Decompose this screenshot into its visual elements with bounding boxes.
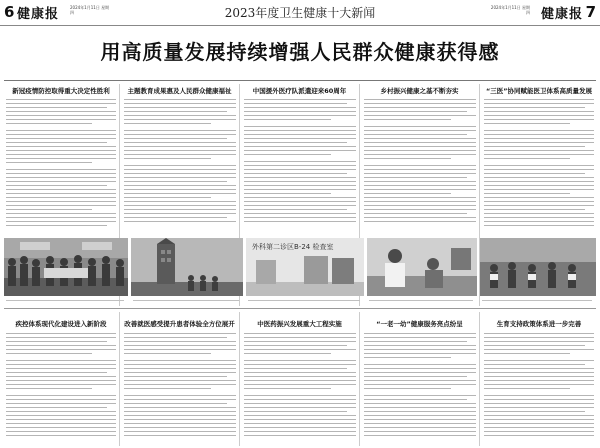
- article-body: [244, 99, 356, 233]
- article-body: [484, 333, 594, 445]
- article-title: 乡村振兴健康之基不断夯实: [380, 87, 459, 95]
- medical-exam-photo: [367, 238, 477, 296]
- column-divider: [239, 312, 240, 446]
- article-title: “三医”协同赋能医卫体系高质量发展: [485, 87, 593, 95]
- photo-caption: [133, 300, 239, 301]
- left-brand-name: 健康报: [17, 7, 60, 22]
- page-headline: 用高质量发展持续增强人民群众健康获得感: [100, 40, 500, 64]
- article-body: [124, 333, 236, 445]
- column-divider: [479, 312, 480, 446]
- article-body: [364, 333, 476, 445]
- article-body: [364, 99, 476, 233]
- article-title: 生育支持政策体系进一步完善: [496, 320, 582, 328]
- headline-divider: [4, 80, 596, 81]
- article-body: [6, 99, 116, 233]
- photo-caption: [248, 300, 360, 301]
- hospital-corridor-photo: [246, 238, 364, 296]
- left-date-line: 2024年1月11日 星期四: [70, 5, 110, 15]
- photo-caption: [482, 300, 592, 301]
- article-body: [6, 333, 116, 445]
- masthead: [0, 0, 600, 26]
- article-title: 疾控体系现代化建设进入新阶段: [15, 320, 107, 328]
- section-divider: [4, 308, 596, 309]
- column-divider: [359, 312, 360, 446]
- right-date-line: 2024年1月11日 星期四: [490, 5, 530, 15]
- corridor-sign-text: 外科第二诊区B-24 检查室: [252, 243, 334, 251]
- article-body: [244, 333, 356, 445]
- left-page-number: 6: [4, 3, 15, 21]
- article-title: 改善就医感受提升患者体验全方位展开: [124, 320, 235, 328]
- article-title: 中医药振兴发展重大工程实施: [257, 320, 342, 328]
- article-body: [124, 99, 236, 233]
- photo-caption: [6, 300, 124, 301]
- column-divider: [119, 312, 120, 446]
- outdoor-group-photo: [480, 238, 596, 296]
- group-photo: [4, 238, 128, 296]
- right-brand-name: 健康报: [540, 7, 583, 22]
- article-title: 中国援外医疗队派遣迎来60周年: [252, 87, 347, 95]
- section-kicker: 2023年度卫生健康十大新闻: [224, 6, 376, 20]
- article-title: “一老一幼”健康服务亮点纷呈: [376, 320, 463, 328]
- photo-caption: [369, 300, 473, 301]
- article-title: 主题教育成果惠及人民群众健康福祉: [127, 87, 232, 95]
- article-body: [484, 99, 594, 233]
- article-title: 新冠疫情防控取得重大决定性胜利: [12, 87, 110, 95]
- right-page-number: 7: [585, 3, 596, 21]
- tower-photo: [131, 238, 243, 296]
